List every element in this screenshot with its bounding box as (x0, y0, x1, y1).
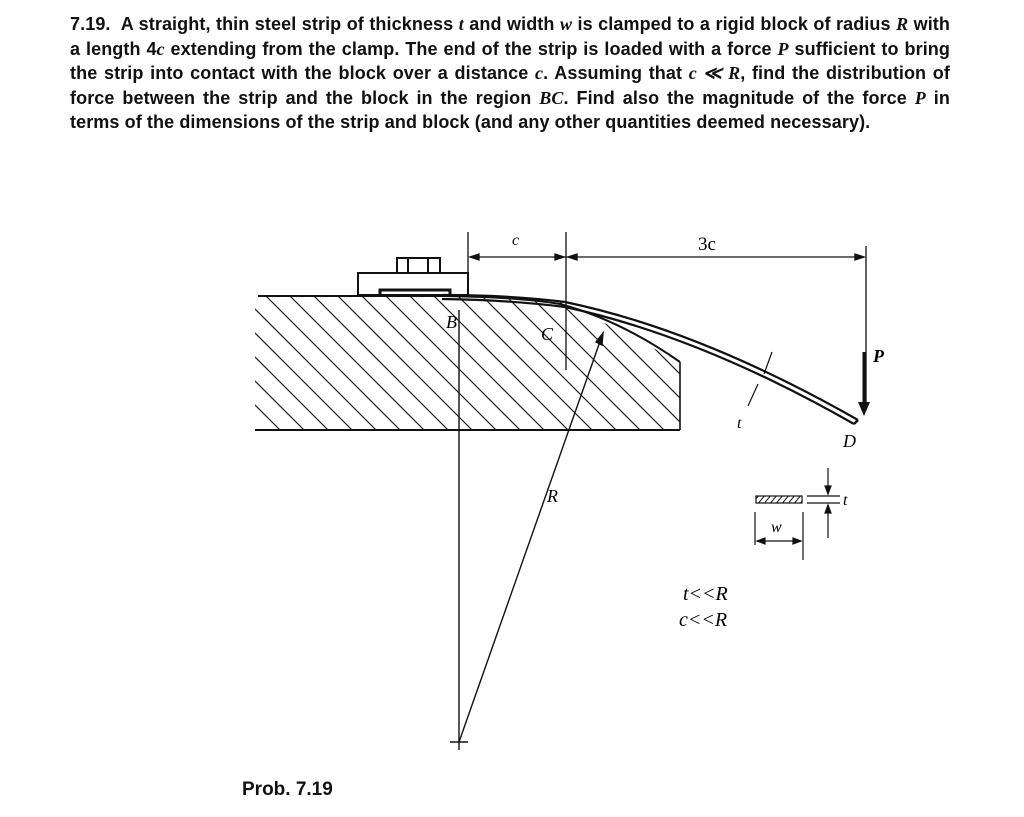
force-arrow (858, 352, 870, 416)
label-C: C (541, 324, 554, 344)
problem-text-segment: with a length 4 (70, 14, 951, 59)
problem-text-segment: extending from the clamp. The end of the strip is loaded with a force (164, 38, 778, 59)
problem-text-segment: . Assuming that (543, 63, 689, 83)
rigid-block (80, 230, 804, 450)
dim-c-label: c (512, 232, 520, 249)
label-P: P (873, 346, 884, 366)
problem-text-segment: in terms of the dimensions of the strip and block (and any other quantities deemed necessary). (70, 87, 950, 132)
label-w: w (771, 519, 782, 536)
radius-lines (450, 310, 603, 750)
dimension-lines (468, 232, 866, 410)
problem-symbol: t (458, 14, 464, 34)
problem-text-segment: and width (463, 14, 560, 34)
problem-text-segment: A straight, thin steel strip of thickness (120, 14, 459, 34)
problem-text-segment: . Find also the magnitude of the force (563, 87, 915, 108)
clamp (358, 258, 468, 295)
problem-symbol: c (535, 63, 544, 83)
problem-text-segment: is clamped to a rigid block of radius (572, 14, 897, 34)
note-c-much-less-R: c<<R (679, 609, 728, 631)
label-R: R (547, 486, 558, 506)
problem-symbol: w (559, 14, 573, 34)
label-B: B (446, 312, 457, 332)
problem-text-segment: , find the distribution of force between the strip and the block in the region (70, 63, 950, 108)
clamp-bolt (397, 258, 440, 273)
problem-number: 7.19. (70, 14, 111, 34)
label-t-strip: t (737, 415, 742, 432)
problem-symbol: P (914, 87, 926, 108)
problem-symbol: P (777, 38, 789, 59)
note-t-much-less-R: t<<R (683, 583, 728, 605)
problem-symbol: c (156, 38, 165, 59)
dim-3c-label: 3c (698, 234, 716, 255)
problem-text-segment: sufficient to bring the strip into contact with the block over a distance (70, 38, 950, 83)
label-t-section: t (843, 492, 848, 509)
problem-symbol: c ≪ R (688, 63, 741, 83)
figure-caption: Prob. 7.19 (242, 779, 333, 800)
problem-symbol: BC (539, 87, 564, 108)
block-hatching (80, 230, 804, 450)
label-D: D (843, 431, 856, 451)
cross-section (750, 468, 840, 560)
problem-symbol: R (896, 14, 909, 34)
steel-strip (442, 295, 858, 424)
